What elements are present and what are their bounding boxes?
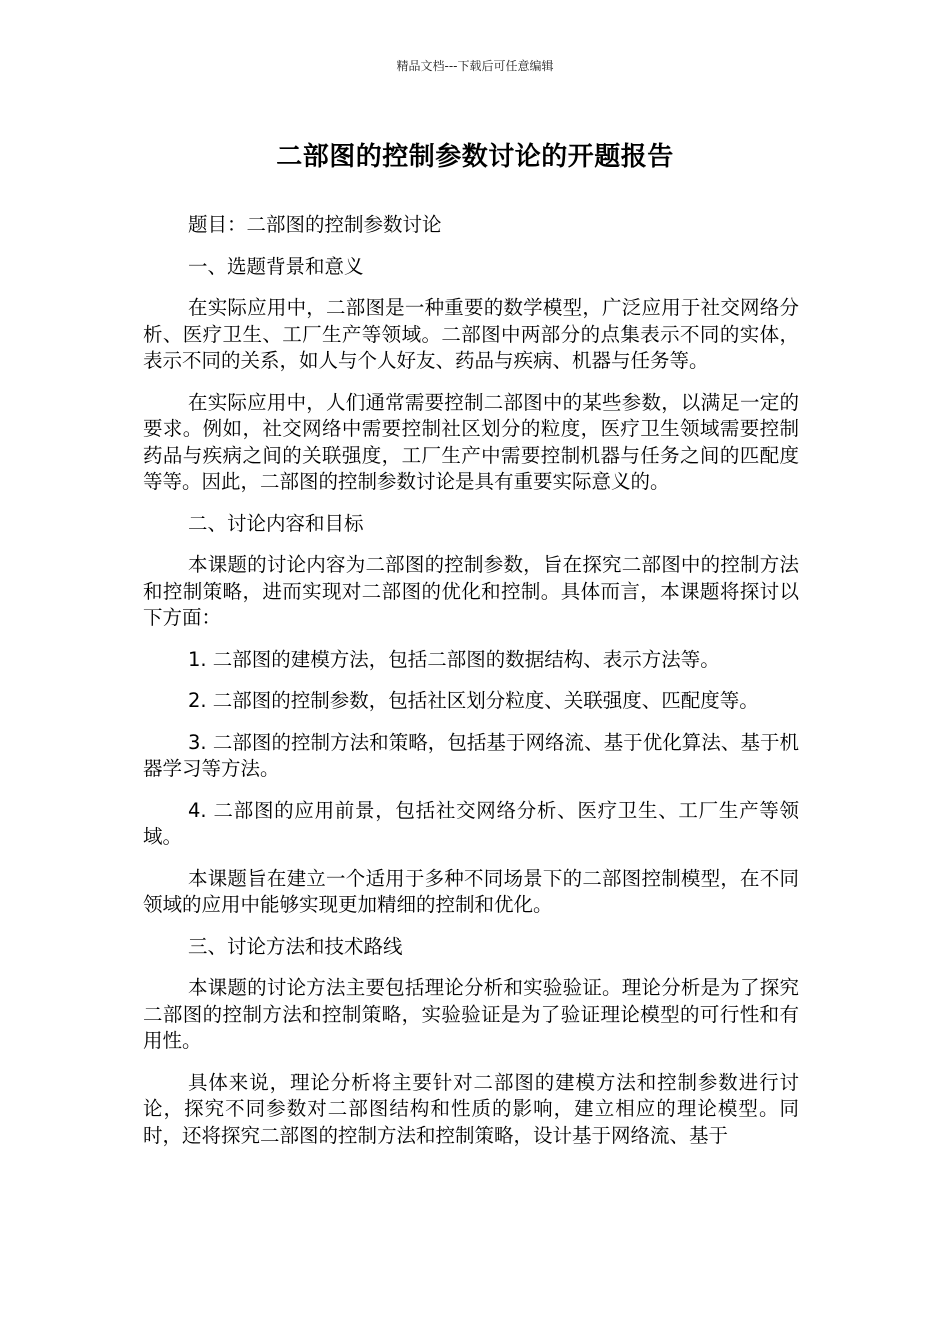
- list-item: 4. 二部图的应用前景，包括社交网络分析、医疗卫生、工厂生产等领域。: [143, 798, 799, 848]
- paragraph: 在实际应用中，人们通常需要控制二部图中的某些参数，以满足一定的要求。例如，社交网络中需要控制社区划分的粒度，医疗卫生领域需要控制药品与疾病之间的关联强度，工厂生产中需要控制机器与任务之间的匹配度等等。因此，二部图的控制参数讨论是具有重要实际意义的。: [143, 390, 799, 493]
- topic-line: 题目：二部图的控制参数讨论: [188, 213, 442, 236]
- list-item: 3. 二部图的控制方法和策略，包括基于网络流、基于优化算法、基于机器学习等方法。: [143, 730, 799, 780]
- paragraph: 本课题的讨论内容为二部图的控制参数，旨在探究二部图中的控制方法和控制策略，进而实现对二部图的优化和控制。具体而言，本课题将探讨以下方面：: [143, 553, 799, 629]
- section-heading-methods: 三、讨论方法和技术路线: [188, 934, 403, 958]
- section-heading-background: 一、选题背景和意义: [188, 254, 364, 278]
- list-item: 2. 二部图的控制参数，包括社区划分粒度、关联强度、匹配度等。: [188, 689, 759, 712]
- list-item: 1. 二部图的建模方法，包括二部图的数据结构、表示方法等。: [188, 647, 720, 671]
- paragraph: 具体来说，理论分析将主要针对二部图的建模方法和控制参数进行讨论，探究不同参数对二部图结构和性质的影响，建立相应的理论模型。同时，还将探究二部图的控制方法和控制策略，设计基于网络流、基于: [143, 1070, 799, 1147]
- header-watermark: 精品文档---下载后可任意编辑: [396, 59, 554, 73]
- paragraph: 在实际应用中，二部图是一种重要的数学模型，广泛应用于社交网络分析、医疗卫生、工厂生产等领域。二部图中两部分的点集表示不同的实体，表示不同的关系，如人与个人好友、药品与疾病、机器与任务等。: [143, 296, 799, 372]
- document-title: 二部图的控制参数讨论的开题报告: [276, 142, 674, 172]
- document-body: [143, 212, 799, 1164]
- paragraph: 本课题旨在建立一个适用于多种不同场景下的二部图控制模型，在不同领域的应用中能够实现更加精细的控制和优化。: [143, 866, 799, 916]
- paragraph: 本课题的讨论方法主要包括理论分析和实验验证。理论分析是为了探究二部图的控制方法和控制策略，实验验证是为了验证理论模型的可行性和有用性。: [143, 976, 799, 1052]
- section-heading-content: 二、讨论内容和目标: [188, 511, 364, 535]
